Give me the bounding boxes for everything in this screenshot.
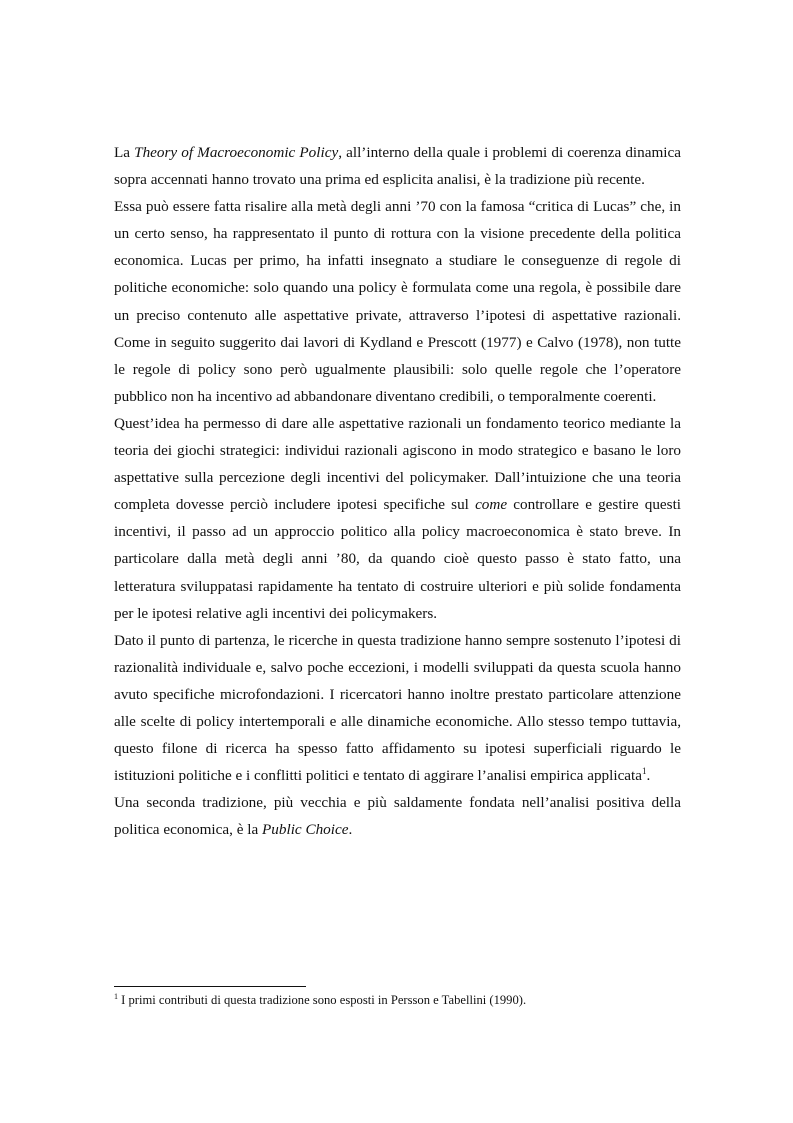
theory-title-italic: Theory of Macroeconomic Policy xyxy=(134,144,339,161)
paragraph-5-text-1: Una seconda tradizione, più vecchia e più saldamente fondata nell’analisi positiva della politica economica, è la xyxy=(114,794,681,839)
paragraph-1-text-2: , all’interno della quale i problemi di coerenza dinamica sopra accennati hanno trovato una prima ed esplicita analisi, è la tradizione più recente. xyxy=(114,144,681,189)
come-italic: come xyxy=(475,496,508,514)
footnote-number: 1 xyxy=(114,991,118,1001)
document-body xyxy=(114,139,681,843)
footnote-text: I primi contributi di questa tradizione sono esposti in Persson e Tabellini (1990). xyxy=(118,993,527,1007)
paragraph-1 xyxy=(114,139,681,193)
paragraph-3 xyxy=(114,410,681,627)
paragraph-4-text-2: . xyxy=(646,767,651,785)
paragraph-3-text-2: controllare e gestire questi incentivi, il passo ad un approccio politico alla policy macroeconomica è stato breve. In particolare dalla metà degli anni ’80, da quando cioè questo passo è stato fatto, una letteratura sviluppatasi rapidamente ha tentato di costruire ulteriori e più solide fondamenta per le ipotesi relative agli incentivi dei policymakers. xyxy=(114,496,682,622)
paragraph-1-text-1: La xyxy=(114,144,135,161)
paragraph-5-text-2: . xyxy=(348,821,353,839)
public-choice-italic: Public Choice xyxy=(262,821,349,839)
paragraph-5 xyxy=(114,789,681,843)
footnote-divider xyxy=(114,986,306,987)
paragraph-2: Essa può essere fatta risalire alla metà degli anni ’70 con la famosa “critica di Lucas” che, in un certo senso, ha rappresentato il punto di rottura con la visione precedente della politica economica. Lucas per primo, ha infatti insegnato a studiare le conseguenze di regole di politiche economiche: solo quando una policy è formulata come una regola, è possibile dare un preciso contenuto alle aspettative private, attraverso l’ipotesi di aspettative razionali. Come in seguito suggerito dai lavori di Kydland e Prescott (1977) e Calvo (1978), non tutte le regole di policy sono però ugualmente plausibili: solo quelle regole che l’operatore pubblico non ha incentivo ad abbandonare diventano credibili, o temporalmente coerenti. xyxy=(114,198,681,405)
paragraph-4-text-1: Dato il punto di partenza, le ricerche in questa tradizione hanno sempre sostenuto l’ipotesi di razionalità individuale e, salvo poche eccezioni, i modelli sviluppati da questa scuola hanno avuto specifiche microfondazioni. I ricercatori hanno inoltre prestato particolare attenzione alle scelte di policy intertemporali e alle dinamiche economiche. Allo stesso tempo tuttavia, questo filone di ricerca ha spesso fatto affidamento su ipotesi superficiali riguardo le istituzioni politiche e i conflitti politici e tentato di aggirare l’analisi empirica applicata xyxy=(114,631,681,785)
footnote xyxy=(114,991,681,1009)
footnote-reference: 1 xyxy=(642,766,647,777)
paragraph-4 xyxy=(114,627,681,790)
paragraph-3-text-1: Quest’idea ha permesso di dare alle aspettative razionali un fondamento teorico mediante la teoria dei giochi strategici: individui razionali agiscono in modo strategico e basano le loro aspettative sulla percezione degli incentivi del policymaker. Dall’intuizione che una teoria completa dovesse perciò includere ipotesi specifiche sul xyxy=(114,414,681,514)
